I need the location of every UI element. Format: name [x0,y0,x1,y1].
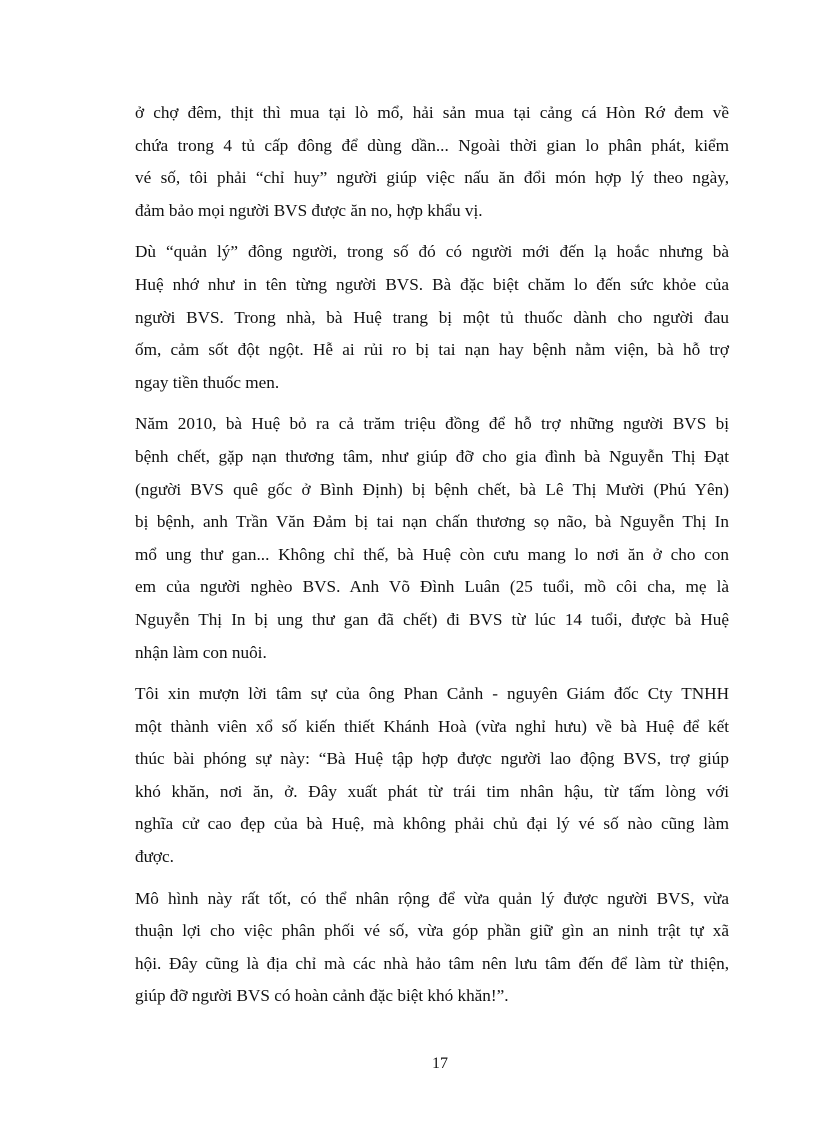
paragraph-1 [135,97,729,227]
text-line: Mô hình này rất tốt, có thể nhân rộng để vừa quản lý được người BVS, vừa [135,888,729,908]
text-line: người BVS. Trong nhà, bà Huệ trang bị một tủ thuốc dành cho người đau [135,307,729,327]
text-line: bị bệnh, anh Trần Văn Đảm bị tai nạn chấn thương sọ não, bà Nguyễn Thị In [135,512,729,532]
text-line: mổ ung thư gan... Không chỉ thế, bà Huệ còn cưu mang lo nơi ăn ở cho con [135,544,729,564]
text-line: ở chợ đêm, thịt thì mua tại lò mổ, hải sản mua tại cảng cá Hòn Rớ đem về [135,103,729,122]
text-line: đảm bảo mọi người BVS được ăn no, hợp khẩu vị. [135,200,483,220]
paragraph-5 [135,883,729,1013]
text-line: Dù “quản lý” đông người, trong số đó có người mới đến lạ hoắc nhưng bà [135,242,729,262]
text-line: vé số, tôi phải “chỉ huy” người giúp việc nấu ăn đổi món hợp lý theo ngày, [135,168,729,188]
text-line: (người BVS quê gốc ở Bình Định) bị bệnh chết, bà Lê Thị Mười (Phú Yên) [135,479,729,499]
text-line: Huệ nhớ như in tên từng người BVS. Bà đặc biệt chăm lo đến sức khỏe của [135,274,729,294]
text-line: Nguyễn Thị In bị ung thư gan đã chết) đi BVS từ lúc 14 tuổi, được bà Huệ [135,609,729,629]
page-number: 17 [432,1055,448,1072]
text-line: nhận làm con nuôi. [135,642,267,662]
text-line: ngay tiền thuốc men. [135,372,280,392]
text-line: em của người nghèo BVS. Anh Võ Đình Luân (25 tuổi, mồ côi cha, mẹ là [135,577,729,597]
text-line: giúp đỡ người BVS có hoàn cảnh đặc biệt khó khăn!”. [135,986,509,1006]
text-line: Năm 2010, bà Huệ bỏ ra cả trăm triệu đồng để hỗ trợ những người BVS bị [135,414,729,434]
text-line: hội. Đây cũng là địa chỉ mà các nhà hảo tâm nên lưu tâm đến để làm từ thiện, [135,953,729,973]
text-line: bệnh chết, gặp nạn thương tâm, như giúp đỡ cho gia đình bà Nguyễn Thị Đạt [135,446,729,466]
text-line: được. [135,847,174,867]
text-line: khó khăn, nơi ăn, ở. Đây xuất phát từ trái tim nhân hậu, từ tấm lòng với [135,781,729,801]
text-line: thuận lợi cho việc phân phối vé số, vừa góp phần giữ gìn an ninh trật tự xã [135,921,729,941]
text-line: thúc bài phóng sự này: “Bà Huệ tập hợp được người lao động BVS, trợ giúp [135,749,729,769]
text-line: Tôi xin mượn lời tâm sự của ông Phan Cảnh - nguyên Giám đốc Cty TNHH [135,684,729,704]
paragraph-2 [135,236,729,399]
paragraph-3 [135,408,729,669]
text-line: nghĩa cử cao đẹp của bà Huệ, mà không phải chủ đại lý vé số nào cũng làm [135,814,729,834]
text-line: ốm, cảm sốt đột ngột. Hễ ai rủi ro bị tai nạn hay bệnh nằm viện, bà hỗ trợ [135,340,729,360]
body-text [135,97,729,1022]
text-line: chứa trong 4 tủ cấp đông để dùng dần... Ngoài thời gian lo phân phát, kiểm [135,135,729,155]
text-line: một thành viên xổ số kiến thiết Khánh Hoà (vừa nghỉ hưu) về bà Huệ để kết [135,716,729,736]
paragraph-4 [135,678,729,874]
